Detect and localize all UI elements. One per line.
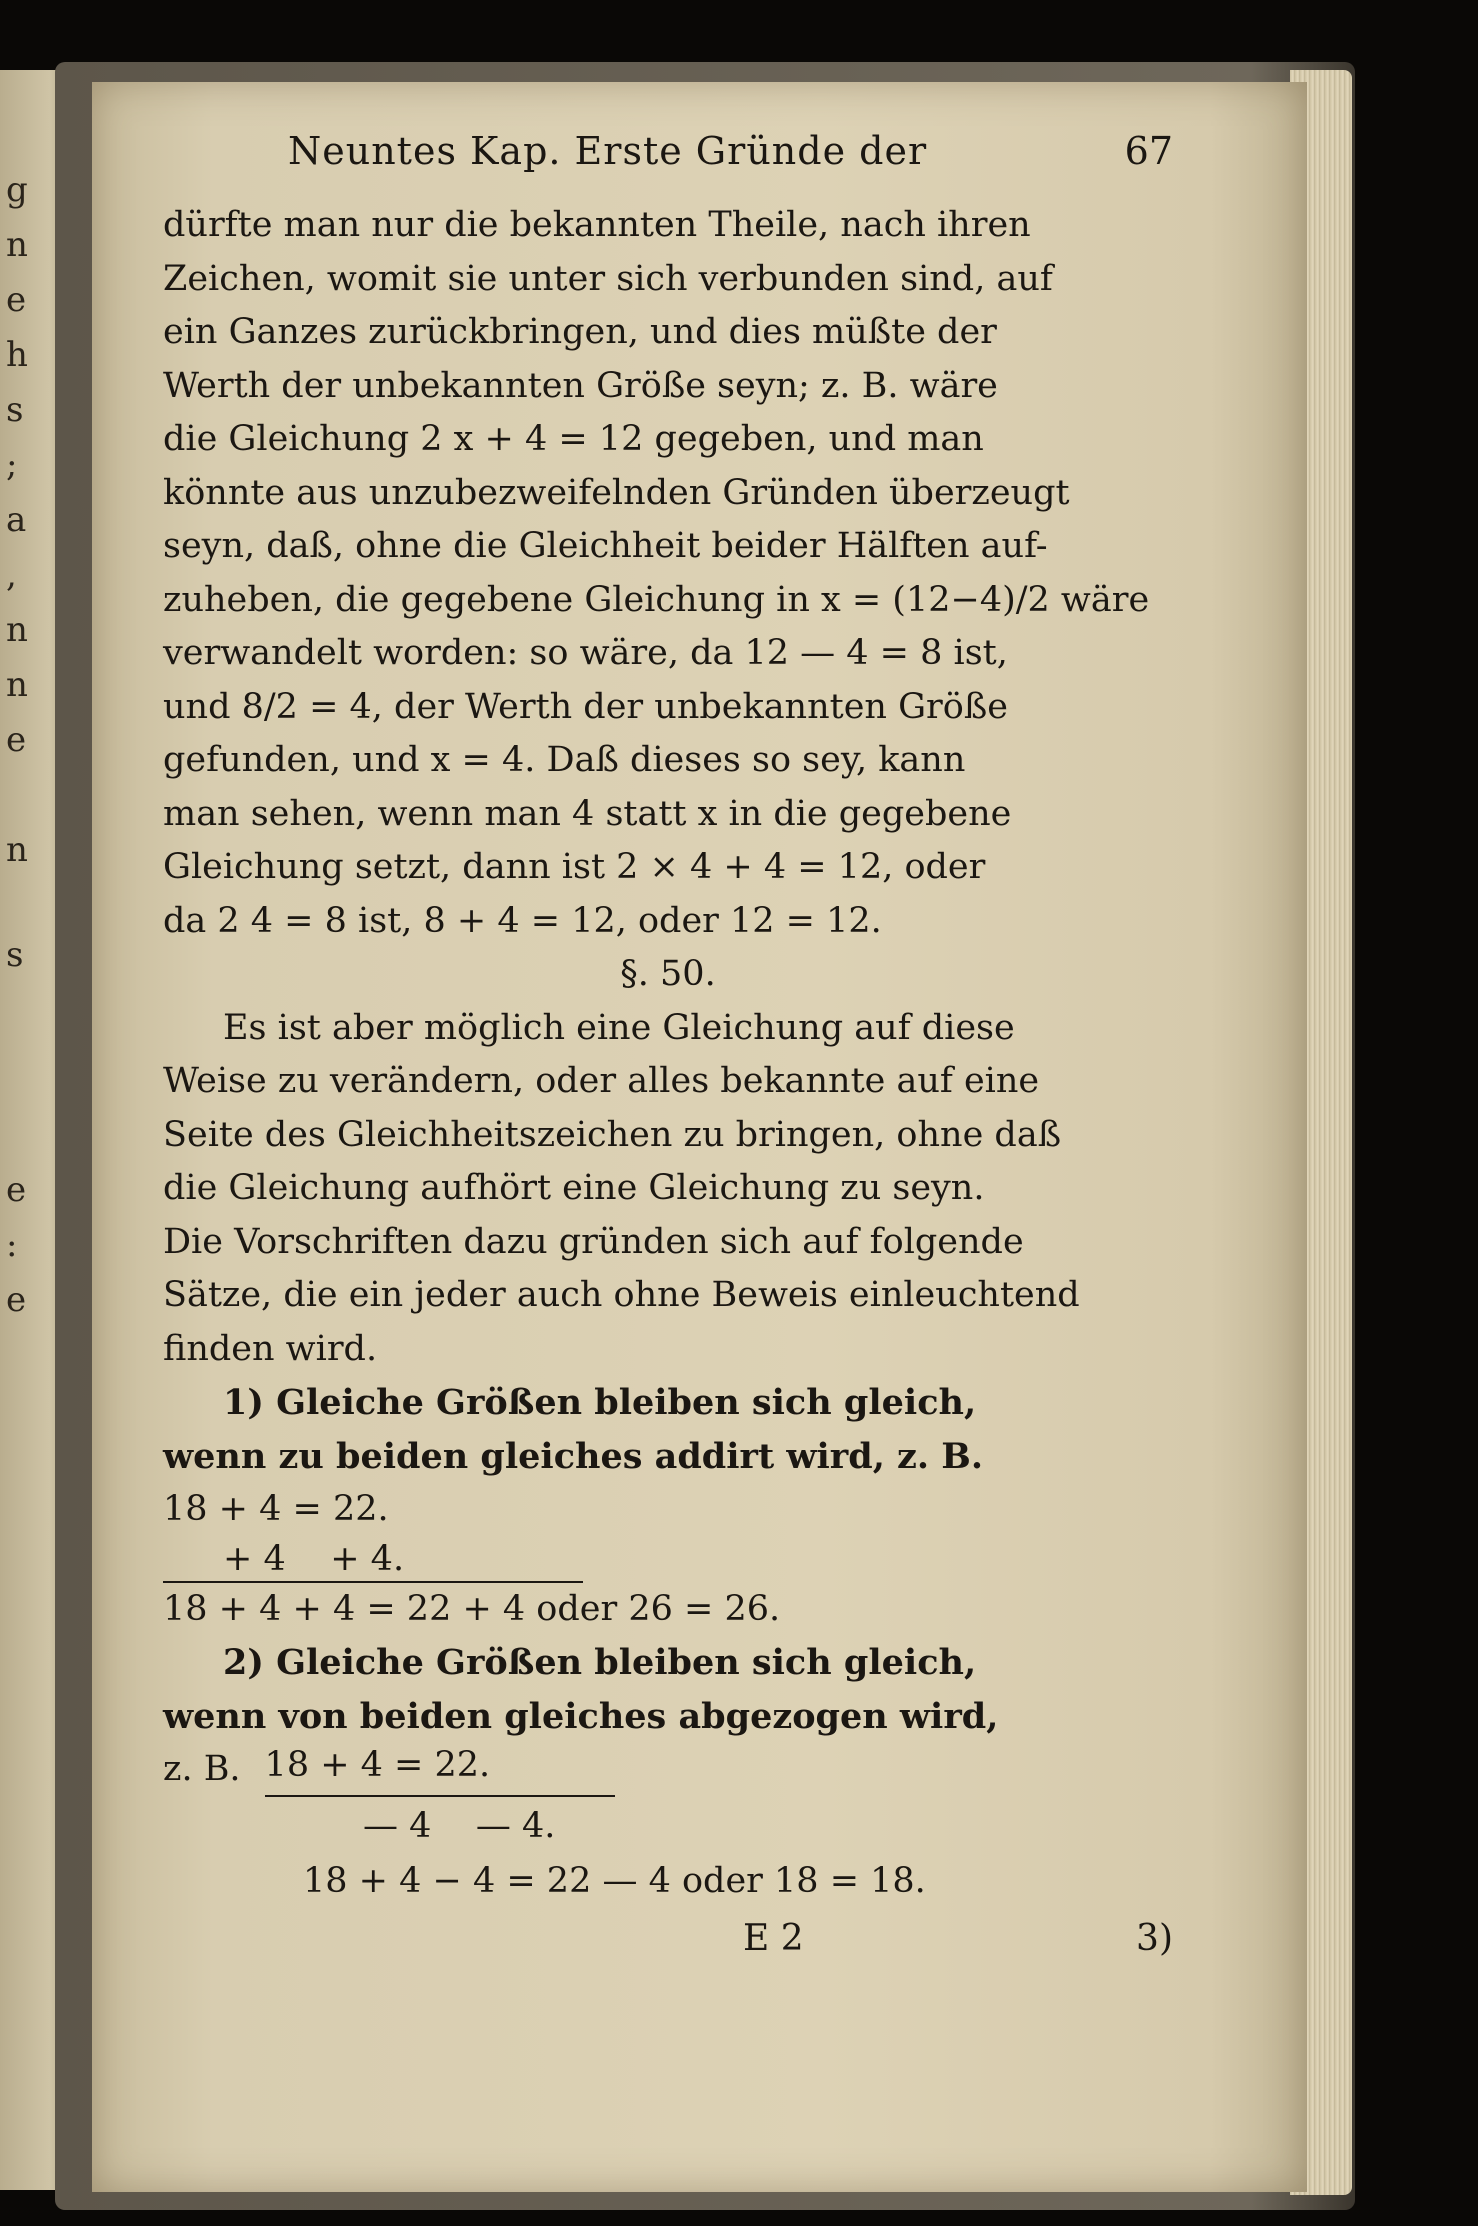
text-line: Weise zu verändern, oder alles bekannte auf eine xyxy=(163,1061,1040,1101)
margin-fragment: e xyxy=(6,1280,27,1320)
text-line: Seite des Gleichheitszeichen zu bringen, ohne daß xyxy=(163,1114,1062,1155)
margin-fragment: : xyxy=(6,1225,18,1265)
text-line: die Gleichung 2 x + 4 = 12 gegeben, und man xyxy=(163,419,984,459)
text-line: gefunden, und x = 4. Daß dieses so sey, kann xyxy=(163,740,966,780)
paragraph-50 xyxy=(163,1002,1173,1377)
margin-fragment: , xyxy=(6,555,17,595)
rule-statement: 1) Gleiche Größen bleiben sich gleich, xyxy=(223,1382,977,1423)
text-line: und 8/2 = 4, der Werth der unbekannten Größe xyxy=(163,686,1008,727)
text-line: Es ist aber möglich eine Gleichung auf diese xyxy=(223,1007,1015,1048)
rule-statement: 2) Gleiche Größen bleiben sich gleich, xyxy=(223,1642,977,1683)
text-line: Werth der unbekannten Größe seyn; z. B. wäre xyxy=(163,365,998,406)
margin-fragment: n xyxy=(6,225,28,265)
text-line: dürfte man nur die bekannten Theile, nach ihren xyxy=(163,205,1031,245)
text-line: ein Ganzes zurückbringen, und dies müßte der xyxy=(163,312,997,352)
text-line: man sehen, wenn man 4 statt x in die gegebene xyxy=(163,793,1012,834)
text-line: Gleichung setzt, dann ist 2 × 4 + 4 = 12, oder xyxy=(163,847,986,887)
text-line: Die Vorschriften dazu gründen sich auf folgende xyxy=(163,1221,1024,1262)
margin-fragment: e xyxy=(6,1170,27,1210)
equation-line: 18 + 4 = 22. xyxy=(265,1743,615,1797)
rule-1 xyxy=(163,1376,1173,1636)
text-line: Sätze, die ein jeder auch ohne Beweis einleuchtend xyxy=(163,1275,1080,1315)
equation-line: + 4 + 4. xyxy=(163,1537,583,1583)
page-content xyxy=(163,125,1173,1966)
section-heading: §. 50. xyxy=(620,954,716,994)
margin-fragment: ; xyxy=(6,445,18,485)
margin-fragment: e xyxy=(6,280,27,320)
rule-statement: wenn zu beiden gleiches addirt wird, z. B. xyxy=(163,1435,984,1477)
text-line: könnte aus unzubezweifelnden Gründen überzeugt xyxy=(163,472,1070,513)
paragraph-continued xyxy=(163,199,1173,948)
margin-fragment: g xyxy=(6,170,28,210)
rule-statement: wenn von beiden gleiches abgezogen wird, xyxy=(163,1695,999,1737)
margin-fragment: e xyxy=(6,720,27,760)
equation-line: 18 + 4 − 4 = 22 — 4 oder 18 = 18. xyxy=(303,1860,926,1901)
catchword: 3) xyxy=(1136,1918,1173,1959)
margin-fragment: h xyxy=(6,335,28,375)
margin-fragment: s xyxy=(6,935,24,975)
margin-fragment: n xyxy=(6,610,28,650)
page-number: 67 xyxy=(1124,129,1173,173)
rule-2 xyxy=(163,1636,1173,1908)
margin-fragment: a xyxy=(6,500,27,540)
equation-line: — 4 — 4. xyxy=(363,1805,556,1846)
page-footer xyxy=(163,1912,1173,1966)
text-line: finden wird. xyxy=(163,1328,378,1369)
equation-line: 18 + 4 = 22. xyxy=(163,1489,389,1529)
example-lead: z. B. xyxy=(163,1749,241,1789)
text-line: verwandelt worden: so wäre, da 12 — 4 = 8 ist, xyxy=(163,633,1008,673)
text-line: zuheben, die gegebene Gleichung in x = (12−4)/2 wäre xyxy=(163,579,1150,620)
text-line: seyn, daß, ohne die Gleichheit beider Hälften auf- xyxy=(163,526,1048,566)
running-head: Neuntes Kap. Erste Gründe der xyxy=(288,129,928,173)
margin-fragment: s xyxy=(6,390,24,430)
text-line: die Gleichung aufhört eine Gleichung zu seyn. xyxy=(163,1168,985,1208)
text-line: da 2 4 = 8 ist, 8 + 4 = 12, oder 12 = 12. xyxy=(163,900,882,941)
margin-fragment: n xyxy=(6,830,28,870)
signature-mark: E 2 xyxy=(743,1918,804,1959)
page-header xyxy=(288,125,1173,193)
equation-line: 18 + 4 + 4 = 22 + 4 oder 26 = 26. xyxy=(163,1588,781,1629)
equation-group xyxy=(163,1743,1173,1797)
margin-fragment: n xyxy=(6,665,28,705)
text-line: Zeichen, womit sie unter sich verbunden sind, auf xyxy=(163,258,1053,299)
